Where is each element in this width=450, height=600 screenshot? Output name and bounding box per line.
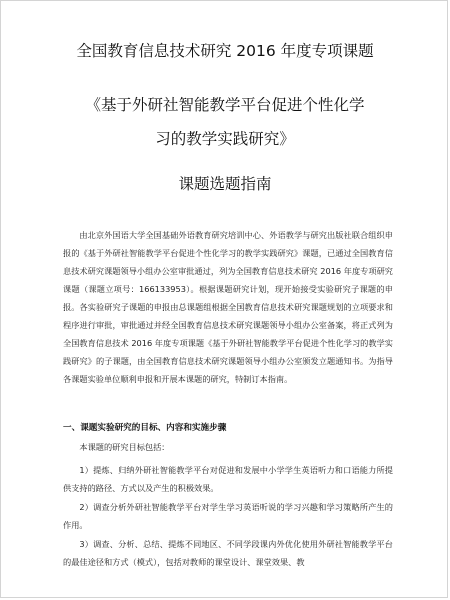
document-title-line-3: 习的教学实践研究》: [155, 130, 295, 148]
document-title-line-2: 《基于外研社智能教学平台促进个性化学: [85, 96, 365, 114]
goal-item-3: 3）调查、分析、总结、提炼不同地区、不同学段课内外优化使用外研社智能教学平台的最佳途径和方式（模式），包括对教师的课堂设计、课堂效果、教: [63, 539, 393, 567]
document-title-line-1: 全国教育信息技术研究 2016 年度专项课题: [76, 42, 374, 60]
goal-item-2: 2）调查分析外研社智能教学平台对学生学习英语听说的学习兴趣和学习策略所产生的作用。: [63, 502, 393, 530]
goal-item-1: 1）提炼、归纳外研社智能教学平台对促进和发展中小学学生英语听力和口语能力所提供支持的路径、方式以及产生的积极效果。: [63, 465, 393, 493]
intro-paragraph: 由北京外国语大学全国基础外语教育研究培训中心、外语教学与研究出版社联合组织申报的《基于外研社智能教学平台促进个性化学习的教学实践研究》课题，已通过全国教育信息技术研究课题领导小组办公室审批通过，列为全国教育信息技术研究 2016 年度专项研究课题（课题立项号：166133953）。根据课题研究计划，现开始接受实验研究子课题的申报。各实验研究子课题的申报由总课题组根据全国教育信息技术研究课题规划的立项要求和程序进行审批，审批通过并经全国教育信息技术研究课题领导小组办公室备案，将正式列为全国教育信息技术 2016 年度专项课题《基于外研社智能教学平台促进个性化学习的教学实践研究》的子课题，由全国教育信息技术研究课题领导小组办公室颁发立题通知书。为指导各课题实验单位顺利申报和开展本课题的研究，特制订本指南。: [63, 230, 393, 384]
document-subtitle: 课题选题指南: [178, 175, 272, 193]
section-heading: 一、课题实验研究的目标、内容和实施步骤: [63, 423, 227, 433]
goals-intro-paragraph: 本课题的研究目标包括：: [79, 442, 170, 452]
